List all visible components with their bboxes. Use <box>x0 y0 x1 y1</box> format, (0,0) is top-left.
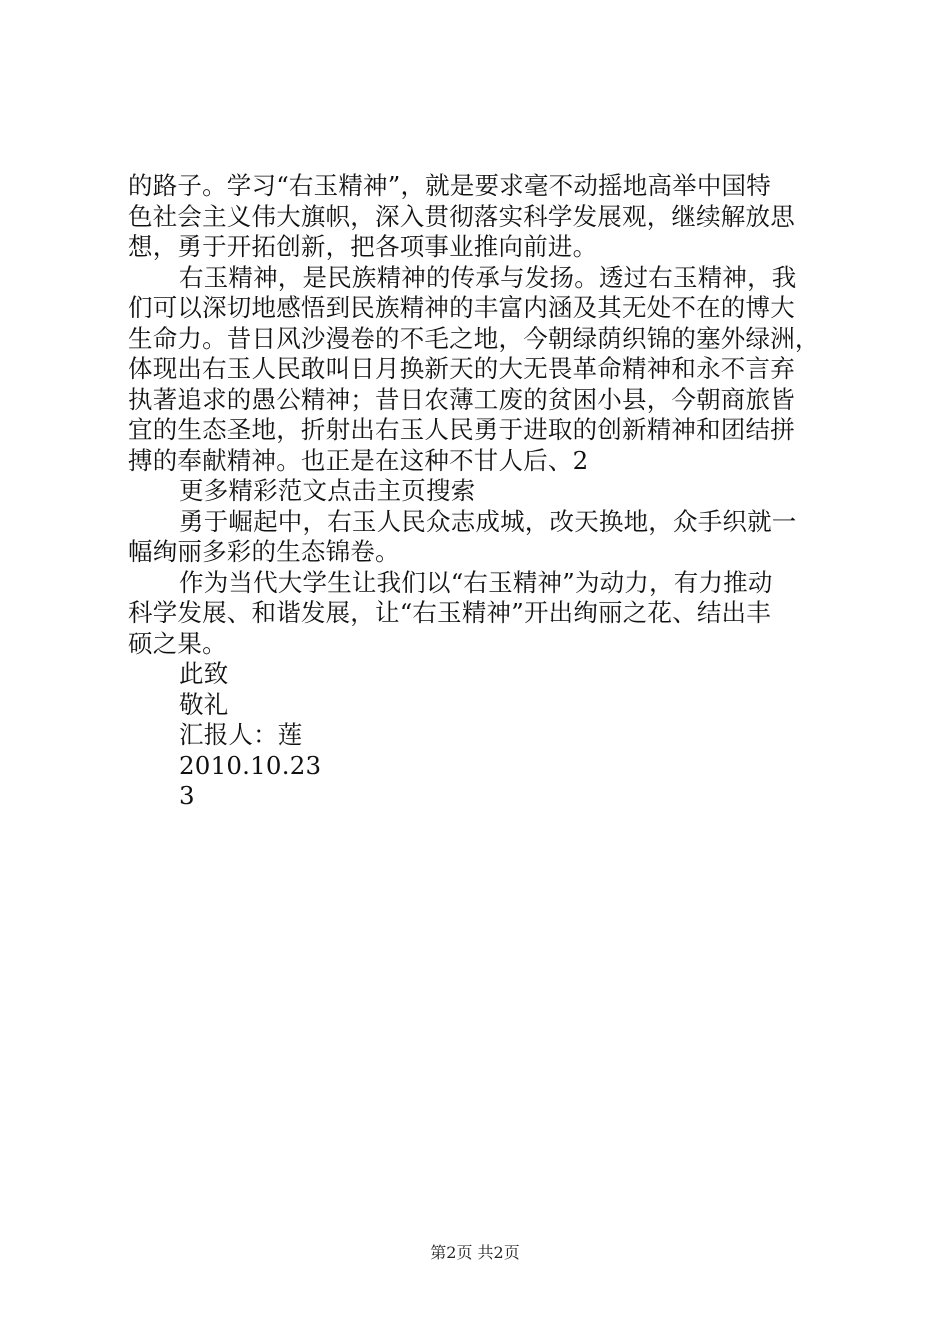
closing-salutation: 此致 <box>179 659 229 688</box>
text-line: 硕之果。 <box>128 628 227 658</box>
text-line: 搏的奉献精神。也正是在这种不甘人后、2 <box>128 445 589 475</box>
closing-regards: 敬礼 <box>179 689 229 719</box>
text-line: 幅绚丽多彩的生态锦卷。 <box>128 537 400 566</box>
paragraph-first-line: 右玉精神，是民族精神的传承与发扬。透过右玉精神，我 <box>179 262 797 292</box>
text-line: 执著追求的愚公精神；昔日农薄工废的贫困小县，今朝商旅皆 <box>128 384 795 414</box>
text-line: 的路子。学习“右玉精神”，就是要求毫不动摇地高举中国特 <box>128 171 771 200</box>
page-fragment-number: 3 <box>179 781 195 810</box>
page-footer <box>0 1243 950 1263</box>
text-line: 想，勇于开拓创新，把各项事业推向前进。 <box>128 232 598 261</box>
reporter-signature: 汇报人：莲 <box>179 720 303 749</box>
document-body <box>128 171 828 812</box>
text-line: 体现出右玉人民敢叫日月换新天的大无畏革命精神和永不言弃 <box>128 354 795 383</box>
report-date: 2010.10.23 <box>179 750 322 780</box>
paragraph-first-line: 勇于崛起中，右玉人民众志成城，改天换地，众手织就一 <box>179 506 797 536</box>
more-link-text: 更多精彩范文点击主页搜索 <box>179 476 476 505</box>
text-line: 色社会主义伟大旗帜，深入贯彻落实科学发展观，继续解放思 <box>128 201 795 231</box>
text-line: 宜的生态圣地，折射出右玉人民勇于进取的创新精神和团结拼 <box>128 415 795 444</box>
text-line: 科学发展、和谐发展，让“右玉精神”开出绚丽之花、结出丰 <box>128 598 771 627</box>
paragraph-first-line: 作为当代大学生让我们以“右玉精神”为动力，有力推动 <box>179 567 773 597</box>
text-line: 生命力。昔日风沙漫卷的不毛之地，今朝绿荫织锦的塞外绿洲， <box>128 323 820 353</box>
text-line: 们可以深切地感悟到民族精神的丰富内涵及其无处不在的博大 <box>128 293 795 322</box>
page-indicator: 第2页 共2页 <box>430 1243 520 1262</box>
